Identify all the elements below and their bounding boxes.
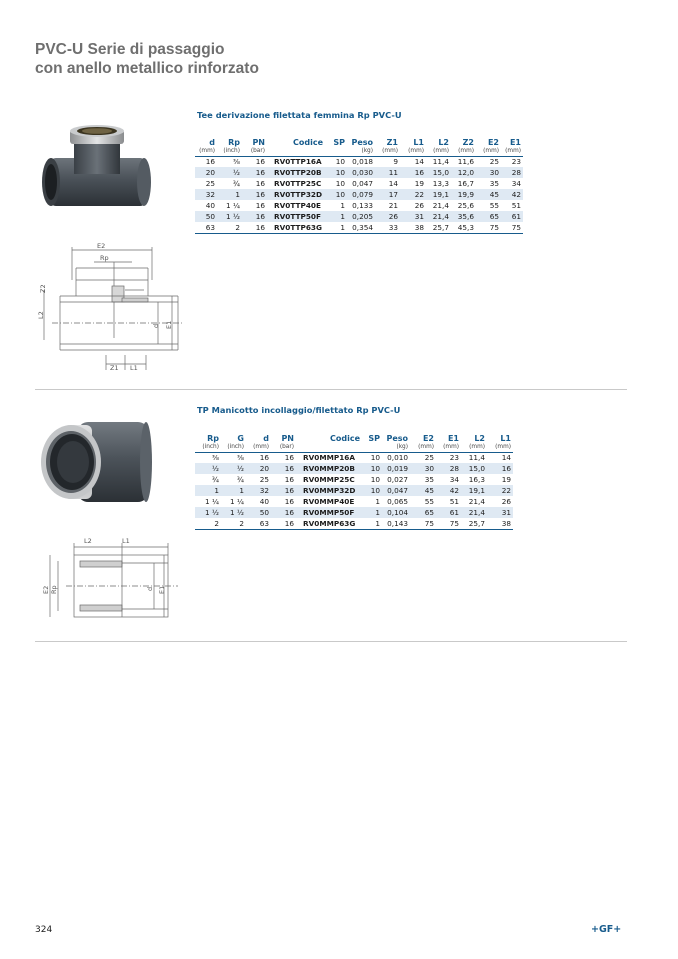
tee-drawing-label-l1: L1	[130, 364, 138, 372]
col-header: Peso	[386, 434, 408, 443]
col-header: E2	[422, 434, 434, 443]
table-cell: 63	[195, 222, 217, 233]
section-title-socket: TP Manicotto incollaggio/filettato Rp PVC-U	[197, 405, 401, 415]
table-cell: ¾	[236, 475, 244, 484]
col-header: L1	[500, 434, 511, 443]
table-cell: 30	[476, 167, 501, 178]
table-row	[195, 156, 523, 167]
table-cell: 1	[325, 211, 347, 222]
table-row	[195, 463, 513, 474]
table-cell: 1	[375, 497, 380, 506]
table-cell: 28	[501, 167, 523, 178]
col-header: E1	[509, 138, 521, 147]
table-cell: 45	[476, 189, 501, 200]
socket-drawing-label-l2: L2	[84, 537, 92, 545]
tee-technical-drawing	[30, 240, 190, 375]
table-cell: 32	[195, 189, 217, 200]
table-cell: 16	[255, 201, 265, 210]
table-cell: 1	[221, 485, 246, 496]
col-header: Peso	[351, 138, 373, 147]
table-row	[195, 518, 513, 529]
product-code-cell: RV0TTP16A	[274, 157, 322, 167]
table-row	[195, 178, 523, 189]
table-cell: 0,079	[347, 189, 375, 200]
section-title-tee: Tee derivazione filettata femmina Rp PVC-U	[197, 110, 402, 120]
table-row	[195, 485, 513, 496]
product-code-cell: RV0MMP40E	[303, 497, 355, 506]
table-cell: 65	[410, 507, 436, 518]
col-header: Codice	[292, 138, 323, 147]
tee-drawing-label-e2: E2	[97, 242, 106, 250]
table-cell: 45,3	[451, 222, 476, 233]
table-cell: 14	[414, 157, 424, 167]
col-header: E1	[447, 434, 459, 443]
col-header: PN	[252, 138, 265, 147]
tee-fitting-photo	[38, 124, 156, 220]
table-cell: 2	[221, 518, 246, 529]
product-code-cell: RV0MMP63G	[296, 518, 362, 529]
product-code-cell: RV0TTP32D	[267, 189, 325, 200]
col-header: Rp	[207, 434, 219, 443]
unit-cell: (bar)	[271, 443, 296, 452]
table-row	[195, 507, 513, 518]
table-cell: 51	[449, 497, 459, 506]
table-cell: 35	[489, 179, 499, 188]
unit-cell	[362, 443, 382, 452]
table-row	[195, 211, 523, 222]
unit-cell: (mm)	[410, 443, 436, 452]
table-cell: 1 ½	[217, 211, 242, 222]
tee-drawing-label-z2: Z2	[39, 284, 47, 293]
product-code-cell: RV0TTP63G	[267, 222, 325, 233]
table-cell: 16,7	[457, 179, 474, 188]
table-cell: 32	[246, 485, 271, 496]
table-cell: 10	[325, 189, 347, 200]
table-cell: 25	[489, 157, 499, 167]
unit-cell: (inch)	[195, 443, 221, 452]
col-header: L1	[413, 138, 424, 147]
table-header-row	[195, 134, 523, 147]
table-cell: 31	[487, 507, 513, 518]
table-cell: 1 ¼	[229, 497, 244, 506]
table-cell: 34	[511, 179, 521, 188]
col-header: Rp	[228, 138, 240, 147]
table-cell: 19	[501, 475, 511, 484]
table-cell: 40	[259, 497, 269, 506]
table-cell: 10	[362, 485, 382, 496]
table-units-row	[195, 147, 523, 156]
table-cell: 25	[259, 475, 269, 484]
table-cell: 1 ¼	[204, 497, 219, 506]
table-cell: 38	[400, 222, 426, 233]
socket-drawing-label-e1: E1	[158, 585, 166, 594]
product-code-cell: RV0MMP16A	[303, 453, 356, 463]
table-cell: 1	[217, 189, 242, 200]
table-cell: 26	[501, 497, 511, 506]
table-cell: 0,019	[382, 463, 410, 474]
table-cell: 19,1	[426, 189, 451, 200]
col-header: d	[263, 434, 269, 443]
socket-drawing-label-e2: E2	[42, 585, 50, 594]
table-cell: 1	[362, 507, 382, 518]
table-cell: 11	[375, 167, 400, 178]
table-cell: ¾	[211, 475, 219, 484]
product-code-cell: RV0MMP32D	[296, 485, 362, 496]
col-header: L2	[474, 434, 485, 443]
table-cell: 10	[335, 157, 345, 167]
table-units-row	[195, 443, 513, 452]
table-cell: 0,133	[352, 201, 373, 210]
table-cell: 61	[436, 507, 461, 518]
table-cell: 75	[476, 222, 501, 233]
col-header: E2	[487, 138, 499, 147]
unit-cell: (mm)	[501, 147, 523, 156]
table-cell: 1 ½	[195, 507, 221, 518]
table-cell: 16,3	[468, 475, 485, 484]
tee-drawing-label-z1: Z1	[110, 364, 119, 372]
table-cell: 26	[375, 211, 400, 222]
table-cell: 10	[370, 475, 380, 484]
table-cell: 16	[487, 463, 513, 474]
table-cell: 16	[259, 453, 269, 463]
table-cell: 34	[449, 475, 459, 484]
tee-drawing-label-rp: Rp	[100, 254, 109, 262]
section-divider	[35, 641, 627, 642]
table-cell: 10	[370, 453, 380, 463]
page-title	[35, 40, 595, 78]
table-cell: 21,4	[426, 211, 451, 222]
product-code-cell: RV0TTP50F	[267, 211, 325, 222]
table-cell: 0,354	[347, 222, 375, 233]
table-cell: 16	[271, 507, 296, 518]
table-cell: 16	[284, 453, 294, 463]
table-cell: 51	[511, 201, 521, 210]
unit-cell: (mm)	[426, 147, 451, 156]
table-cell: 30	[410, 463, 436, 474]
table-row	[195, 189, 523, 200]
table-cell: 16	[284, 497, 294, 506]
col-header: PN	[281, 434, 294, 443]
table-cell: 55	[424, 497, 434, 506]
table-cell: 16	[271, 485, 296, 496]
table-cell: 14	[388, 179, 398, 188]
unit-cell: (mm)	[400, 147, 426, 156]
table-cell: ½	[217, 167, 242, 178]
table-cell: 10	[325, 167, 347, 178]
table-cell: 35	[424, 475, 434, 484]
tee-table-body	[195, 156, 523, 233]
socket-drawing-label-d: d	[146, 586, 154, 591]
table-cell: 1	[362, 518, 382, 529]
table-cell: 22	[400, 189, 426, 200]
table-cell: ⅜	[236, 453, 244, 463]
table-cell: 20	[246, 463, 271, 474]
gf-logo: +GF+	[591, 924, 622, 935]
col-header: Codice	[329, 434, 360, 443]
unit-cell	[267, 147, 325, 156]
table-cell: ½	[195, 463, 221, 474]
col-header: SP	[333, 138, 345, 147]
table-cell: 38	[487, 518, 513, 529]
table-cell: 16	[242, 222, 267, 233]
table-row	[195, 496, 513, 507]
table-cell: 21,4	[432, 201, 449, 210]
product-code-cell: RV0MMP50F	[296, 507, 362, 518]
product-code-cell: RV0TTP40E	[274, 201, 321, 210]
unit-cell: (mm)	[487, 443, 513, 452]
table-cell: 1 ½	[221, 507, 246, 518]
table-cell: 1	[195, 485, 221, 496]
unit-cell: (inch)	[221, 443, 246, 452]
col-header: d	[209, 138, 215, 147]
table-cell: 23	[511, 157, 521, 167]
table-cell: 0,027	[387, 475, 408, 484]
table-cell: 50	[195, 211, 217, 222]
table-cell: 23	[449, 453, 459, 463]
table-cell: 65	[476, 211, 501, 222]
table-cell: 16	[271, 518, 296, 529]
col-header: G	[237, 434, 244, 443]
table-cell: 10	[362, 463, 382, 474]
table-cell: 75	[436, 518, 461, 529]
table-cell: 16	[255, 179, 265, 188]
table-cell: 11,6	[457, 157, 474, 167]
table-row	[195, 167, 523, 178]
table-cell: 9	[393, 157, 398, 167]
table-cell: 0,047	[352, 179, 373, 188]
unit-cell: (mm)	[246, 443, 271, 452]
unit-cell: (bar)	[242, 147, 267, 156]
table-cell: 0,205	[347, 211, 375, 222]
unit-cell: (mm)	[375, 147, 400, 156]
col-header: Z1	[386, 138, 398, 147]
table-cell: 25,6	[457, 201, 474, 210]
table-cell: 45	[410, 485, 436, 496]
table-cell: 11,4	[432, 157, 449, 167]
table-cell: 11,4	[468, 453, 485, 463]
table-cell: 75	[501, 222, 523, 233]
table-cell: 42	[436, 485, 461, 496]
table-cell: 25,7	[426, 222, 451, 233]
table-cell: 16	[205, 157, 215, 167]
table-cell: ⅜	[232, 157, 240, 167]
table-cell: 16	[255, 157, 265, 167]
table-cell: 1 ¼	[225, 201, 240, 210]
table-cell: 33	[375, 222, 400, 233]
unit-cell: (kg)	[382, 443, 410, 452]
unit-cell	[325, 147, 347, 156]
table-cell: 35,6	[451, 211, 476, 222]
col-header: Z2	[462, 138, 474, 147]
socket-spec-table	[195, 430, 513, 530]
page-title-line2: con anello metallico rinforzato	[35, 60, 259, 77]
table-cell: 13,3	[432, 179, 449, 188]
unit-cell: (mm)	[461, 443, 487, 452]
table-cell: 17	[375, 189, 400, 200]
table-cell: 0,047	[382, 485, 410, 496]
unit-cell: (mm)	[451, 147, 476, 156]
table-cell: 16	[284, 475, 294, 484]
socket-fitting-photo	[38, 418, 156, 508]
table-cell: 0,018	[352, 157, 373, 167]
product-code-cell: RV0MMP25C	[303, 475, 355, 484]
table-cell: 1	[340, 201, 345, 210]
table-cell: 25	[205, 179, 215, 188]
table-cell: 0,030	[347, 167, 375, 178]
table-cell: 1	[325, 222, 347, 233]
page-title-line1: PVC-U Serie di passaggio	[35, 41, 225, 58]
table-cell: 16	[242, 189, 267, 200]
table-cell: 55	[489, 201, 499, 210]
table-cell: ¾	[232, 179, 240, 188]
unit-cell: (inch)	[217, 147, 242, 156]
socket-technical-drawing	[30, 533, 190, 628]
table-cell: 0,143	[382, 518, 410, 529]
table-cell: 50	[246, 507, 271, 518]
table-cell: 21,4	[468, 497, 485, 506]
tee-drawing-label-d: d	[152, 323, 160, 328]
table-cell: 16	[242, 167, 267, 178]
table-cell: 25,7	[461, 518, 487, 529]
table-cell: 31	[400, 211, 426, 222]
table-cell: 63	[246, 518, 271, 529]
tee-drawing-label-e1: E1	[165, 320, 173, 329]
table-cell: 61	[501, 211, 523, 222]
table-cell: 12,0	[451, 167, 476, 178]
unit-cell: (mm)	[436, 443, 461, 452]
table-cell: 10	[335, 179, 345, 188]
table-cell: ½	[221, 463, 246, 474]
tee-drawing-label-l2: L2	[37, 311, 45, 319]
table-cell: 0,104	[382, 507, 410, 518]
table-cell: 26	[414, 201, 424, 210]
table-cell: 19,9	[451, 189, 476, 200]
table-cell: 0,010	[387, 453, 408, 463]
table-cell: 14	[501, 453, 511, 463]
product-code-cell: RV0TTP25C	[274, 179, 322, 188]
page-number: 324	[35, 925, 53, 935]
table-cell: 2	[195, 518, 221, 529]
table-cell: 16	[242, 211, 267, 222]
col-header: L2	[438, 138, 449, 147]
table-header-row	[195, 430, 513, 443]
table-row	[195, 474, 513, 485]
table-cell: 0,065	[387, 497, 408, 506]
table-cell: 21	[388, 201, 398, 210]
table-cell: 28	[436, 463, 461, 474]
table-cell: 22	[487, 485, 513, 496]
product-code-cell: RV0TTP20B	[267, 167, 325, 178]
table-row	[195, 222, 523, 233]
socket-drawing-label-rp: Rp	[50, 585, 58, 594]
unit-cell: (mm)	[476, 147, 501, 156]
table-cell: 19	[414, 179, 424, 188]
table-cell: ⅜	[211, 453, 219, 463]
unit-cell	[296, 443, 362, 452]
table-cell: 75	[410, 518, 436, 529]
unit-cell: (mm)	[195, 147, 217, 156]
tee-spec-table	[195, 134, 523, 234]
table-cell: 15,0	[461, 463, 487, 474]
col-header: SP	[368, 434, 380, 443]
table-cell: 25	[424, 453, 434, 463]
table-cell: 20	[195, 167, 217, 178]
socket-table-body	[195, 452, 513, 529]
table-cell: 21,4	[461, 507, 487, 518]
table-cell: 42	[501, 189, 523, 200]
product-code-cell: RV0MMP20B	[296, 463, 362, 474]
table-row	[195, 452, 513, 463]
socket-drawing-label-l1: L1	[122, 537, 130, 545]
table-cell: 15,0	[426, 167, 451, 178]
table-row	[195, 200, 523, 211]
table-cell: 19,1	[461, 485, 487, 496]
table-cell: 16	[271, 463, 296, 474]
table-cell: 40	[205, 201, 215, 210]
section-divider	[35, 389, 627, 390]
unit-cell: (kg)	[347, 147, 375, 156]
table-cell: 16	[400, 167, 426, 178]
table-cell: 2	[217, 222, 242, 233]
